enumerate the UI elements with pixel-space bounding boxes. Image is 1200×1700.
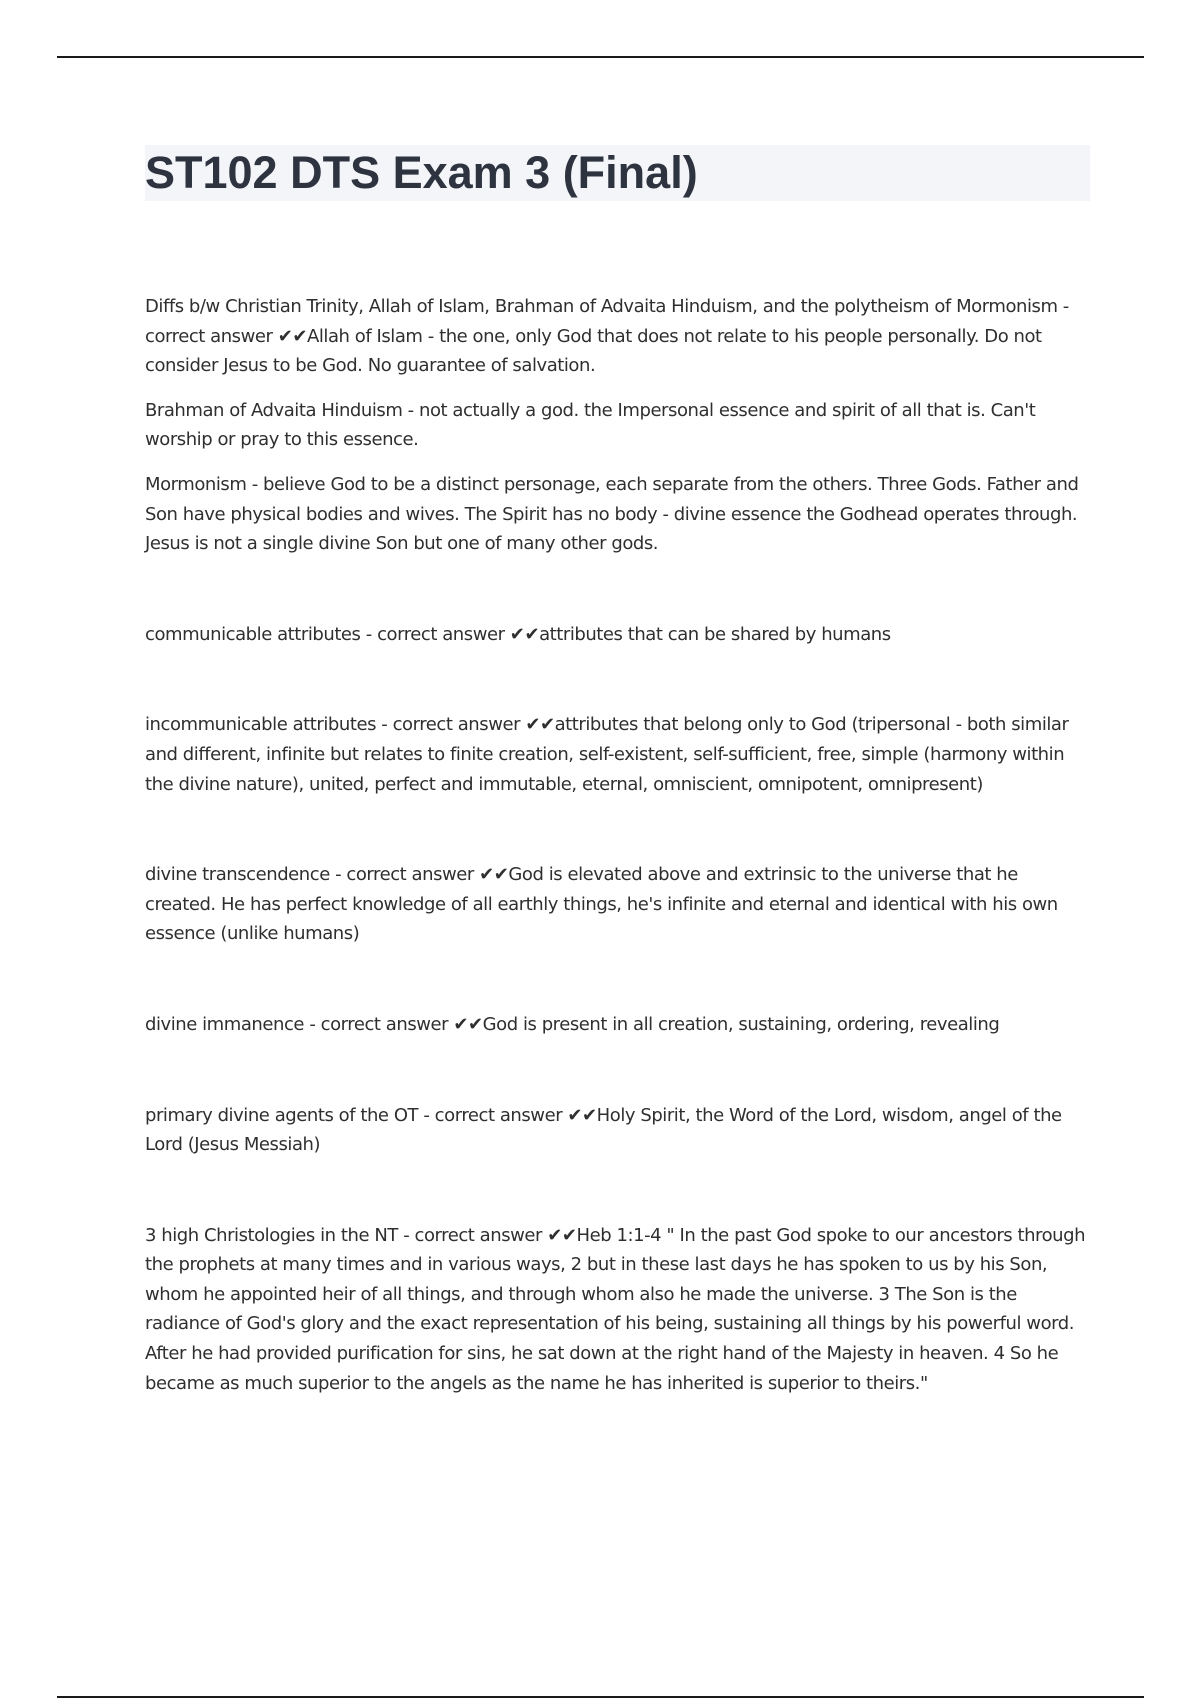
footer-rule	[57, 1696, 1144, 1698]
entry-paragraph: communicable attributes - correct answer ✔✔attributes that can be shared by humans	[145, 623, 891, 645]
entry-paragraph: 3 high Christologies in the NT - correct answer ✔✔Heb 1:1-4 " In the past God spoke to our ancestors through the prophets at many times and in various ways, 2 but in these last days he has spoken to us by his Son, whom he appointed heir of all things, and through whom also he made the universe. 3 The Son is the radiance of God's glory and the exact representation of his being, sustaining all things by his powerful word. After he had provided purification for sins, he sat down at the right hand of the Majesty in heaven. 4 So he became as much superior to the angels as the name he has inherited is superior to theirs."	[145, 1224, 1086, 1394]
document-body	[145, 292, 1090, 1398]
entry-paragraph: divine transcendence - correct answer ✔✔God is elevated above and extrinsic to the universe that he created. He has perfect knowledge of all earthly things, he's infinite and eternal and identical with his own essence (unlike humans)	[145, 864, 1058, 945]
header-rule	[57, 56, 1144, 58]
qa-entry	[145, 710, 1090, 799]
entry-paragraph: primary divine agents of the OT - correct answer ✔✔Holy Spirit, the Word of the Lord, wisdom, angel of the Lord (Jesus Messiah)	[145, 1104, 1062, 1156]
qa-entry	[145, 1010, 1090, 1040]
qa-entry	[145, 620, 1090, 650]
document-title: ST102 DTS Exam 3 (Final)	[145, 147, 698, 198]
qa-entry	[145, 292, 1090, 559]
qa-entry	[145, 860, 1090, 949]
entry-paragraph: Brahman of Advaita Hinduism - not actually a god. the Impersonal essence and spirit of all that is. Can't worship or pray to this essence.	[145, 399, 1036, 451]
entry-paragraph: Mormonism - believe God to be a distinct personage, each separate from the others. Three Gods. Father and Son have physical bodies and wives. The Spirit has no body - divine essence the Godhead operates through. Jesus is not a single divine Son but one of many other gods.	[145, 473, 1079, 555]
entry-paragraph: incommunicable attributes - correct answer ✔✔attributes that belong only to God (tripersonal - both similar and different, infinite but relates to finite creation, self-existent, self-sufficient, free, simple (harmony within the divine nature), united, perfect and immutable, eternal, omniscient, omnipotent, omnipresent)	[145, 714, 1069, 795]
qa-entry	[145, 1221, 1090, 1399]
entry-paragraph: Diffs b/w Christian Trinity, Allah of Islam, Brahman of Advaita Hinduism, and the polytheism of Mormonism - correct answer ✔✔Allah of Islam - the one, only God that does not relate to his people personally. Do not consider Jesus to be God. No guarantee of salvation.	[145, 296, 1069, 377]
entry-paragraph: divine immanence - correct answer ✔✔God is present in all creation, sustaining, ordering, revealing	[145, 1013, 1000, 1035]
qa-entry	[145, 1101, 1090, 1160]
